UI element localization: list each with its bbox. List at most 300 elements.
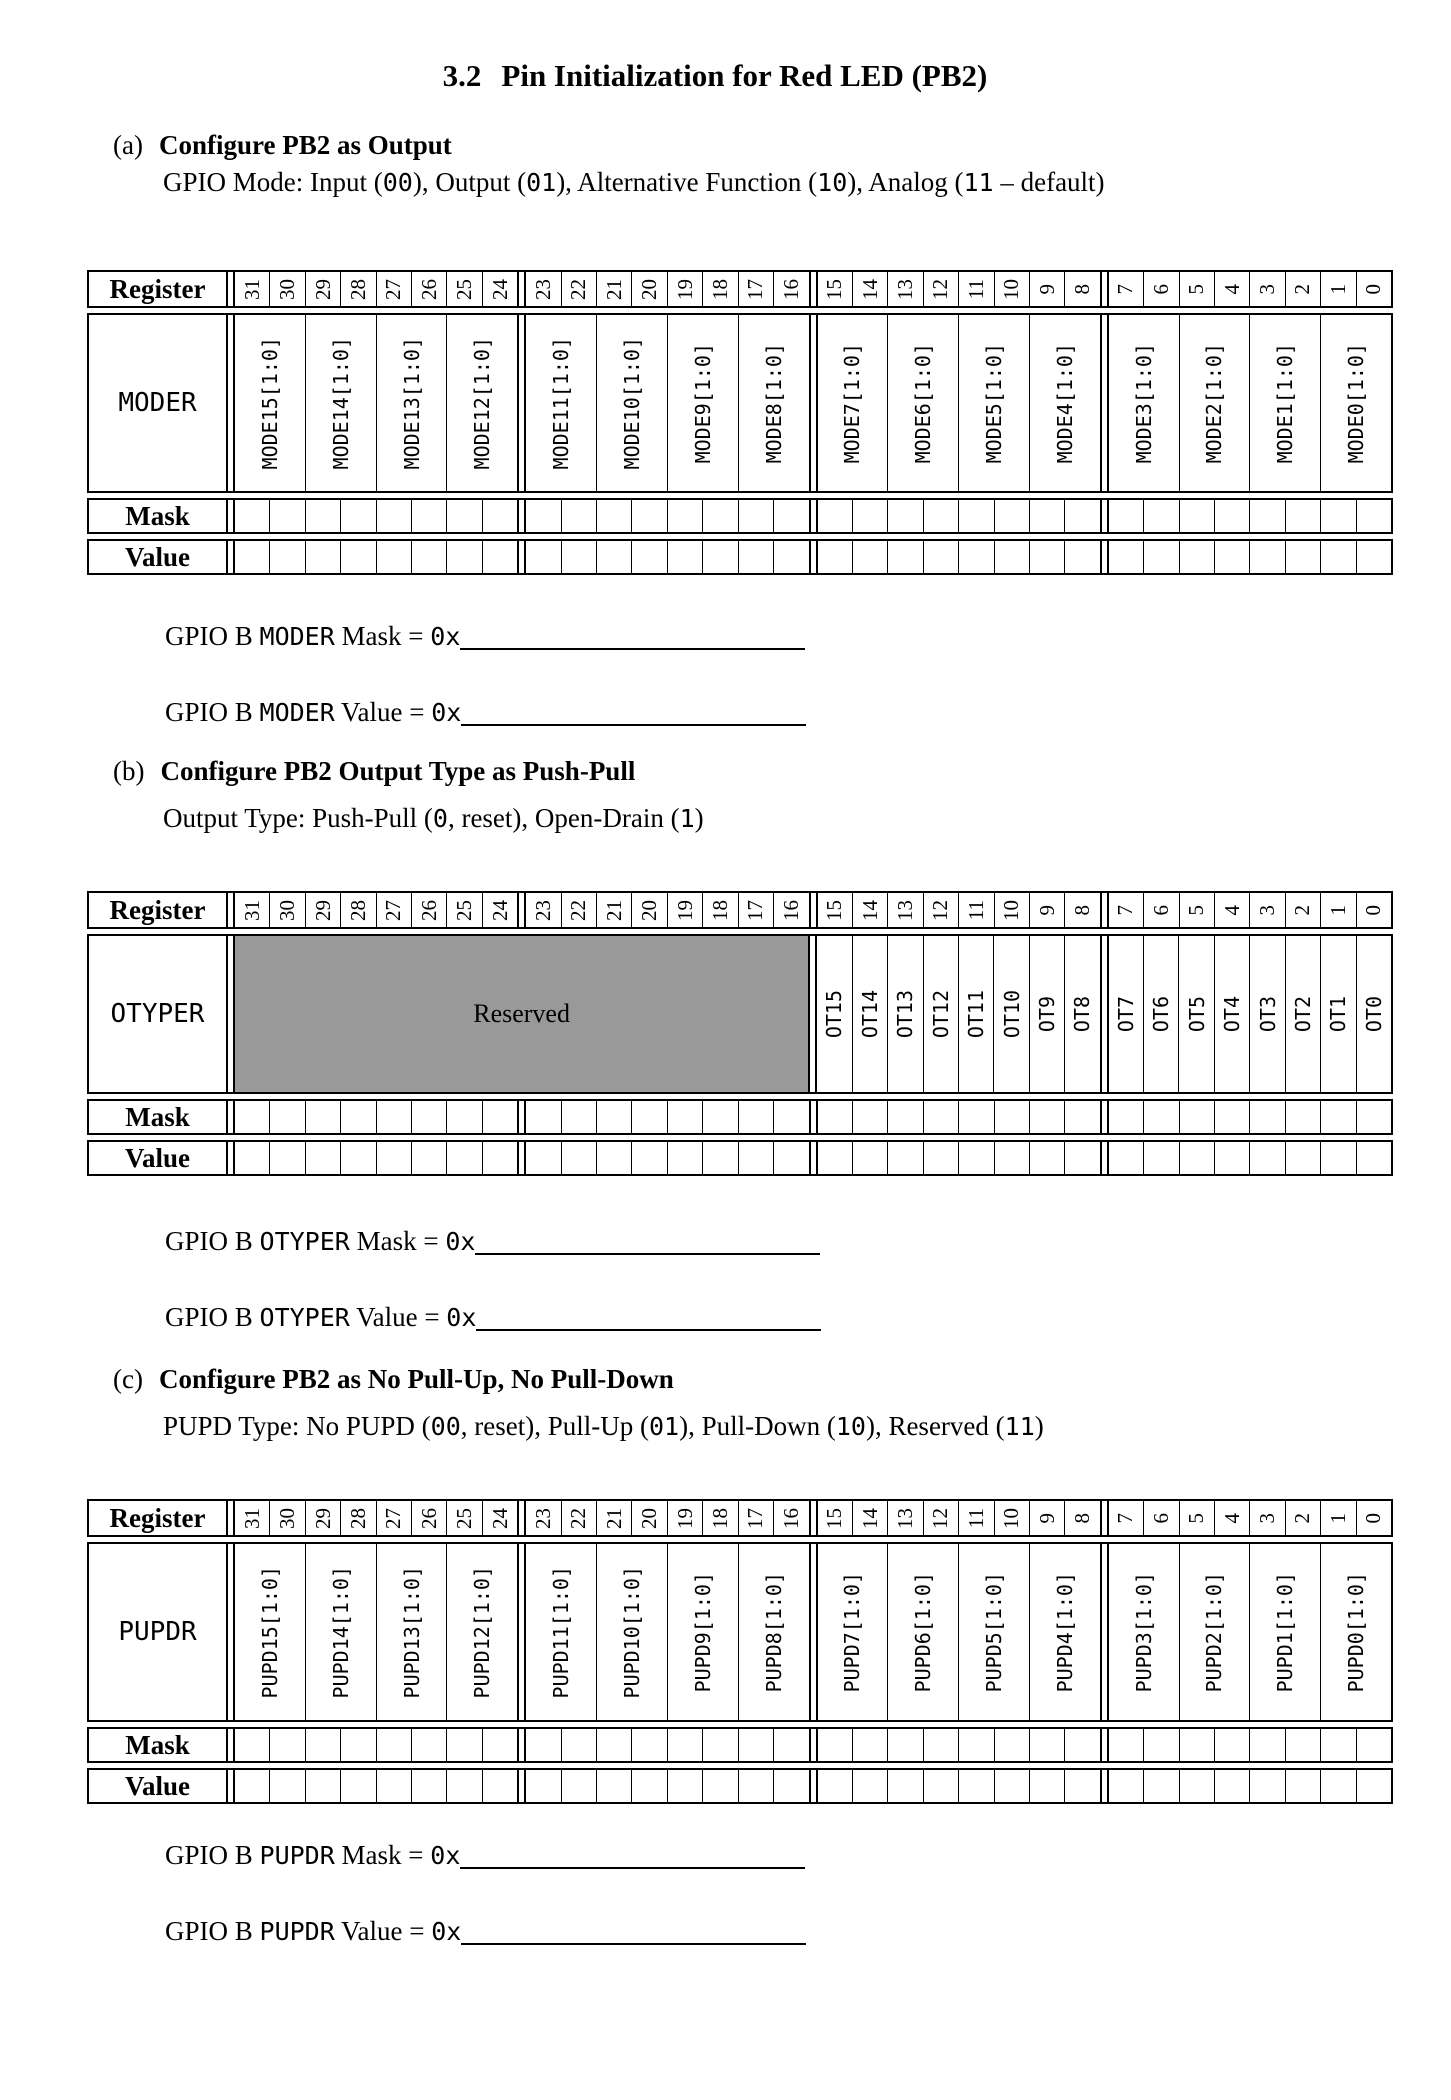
bit-number-cell (1320, 893, 1355, 927)
bit-number-cell (1249, 1501, 1284, 1535)
answer-line-pupdr-value (165, 1915, 1343, 1948)
bit-input-cell (411, 1729, 446, 1761)
field-cell (1064, 936, 1099, 1092)
bit-input-cell (1064, 1770, 1099, 1802)
field-label: OT6 (1149, 995, 1174, 1033)
bit-input-cell (482, 500, 517, 532)
field-label: OT10 (999, 989, 1024, 1039)
bit-input-cell (305, 541, 340, 573)
bit-number-cell (235, 893, 269, 927)
bit-input-cell (376, 500, 411, 532)
field-cell (1356, 936, 1391, 1092)
field-cell (887, 1544, 958, 1720)
bit-input-cell (994, 1729, 1029, 1761)
bit-input-cell (340, 500, 375, 532)
bit-input-cell (818, 500, 852, 532)
section-subtitle (163, 1409, 1343, 1444)
field-cell (1179, 315, 1250, 491)
bit-number: 20 (637, 899, 662, 921)
bit-input-cell (340, 1770, 375, 1802)
bit-input-cell (340, 1142, 375, 1174)
field-cell (446, 315, 517, 491)
field-cell (596, 1544, 667, 1720)
field-label: PUPD13[1:0] (399, 1565, 424, 1699)
bit-number: 3 (1255, 904, 1280, 916)
bit-number: 25 (452, 278, 477, 300)
field-cell (596, 315, 667, 491)
bit-input-cell (305, 1729, 340, 1761)
bit-input-cell (526, 1142, 560, 1174)
bit-input-cell (702, 1142, 737, 1174)
bit-input-cell (852, 1101, 887, 1133)
bit-number: 0 (1361, 904, 1386, 916)
bit-input-cell (1214, 1142, 1249, 1174)
bit-input-cell (561, 1729, 596, 1761)
bit-group (524, 1501, 810, 1535)
value-row-label: Value (124, 1142, 191, 1173)
bit-input-cell (1285, 1101, 1320, 1133)
bit-number-cell (446, 272, 481, 306)
bit-number: 15 (822, 1507, 847, 1529)
bit-number: 5 (1184, 1512, 1209, 1524)
bit-number: 13 (893, 278, 918, 300)
bit-number: 20 (637, 278, 662, 300)
mask-row-label: Mask (125, 1729, 190, 1760)
bit-number: 0 (1361, 1512, 1386, 1524)
bit-number-cell (923, 272, 958, 306)
field-cell (667, 1544, 738, 1720)
bit-group (1107, 541, 1393, 573)
bit-number-cell (1064, 893, 1099, 927)
answer-line-otyper-value (165, 1301, 1343, 1334)
bit-number: 16 (778, 1507, 803, 1529)
bit-number-cell (1320, 272, 1355, 306)
bit-input-cell (596, 500, 631, 532)
bit-group (1107, 893, 1393, 927)
bit-input-cell (1356, 1729, 1391, 1761)
bit-input-cell (305, 1142, 340, 1174)
bit-number: 16 (778, 899, 803, 921)
field-cell (993, 936, 1028, 1092)
bit-number: 27 (381, 278, 406, 300)
page-title (87, 56, 1343, 96)
value-row-label-cell (87, 1770, 228, 1802)
bit-number: 7 (1113, 904, 1138, 916)
field-label: PUPD7[1:0] (840, 1571, 865, 1693)
bit-input-cell (994, 1101, 1029, 1133)
bit-group (816, 315, 1102, 491)
bit-group (233, 541, 519, 573)
bit-number-cell (269, 893, 304, 927)
bit-number: 22 (566, 278, 591, 300)
value-row-label: Value (124, 541, 191, 572)
bit-number: 11 (963, 1507, 988, 1529)
field-cell (235, 1544, 305, 1720)
bit-number-cell (411, 272, 446, 306)
answer-line-segment: MODER (259, 622, 335, 651)
register-column-header (87, 272, 228, 306)
answer-line-segment: Mask = (334, 1840, 431, 1870)
answer-line-segment: 0x (431, 1917, 462, 1946)
bit-number: 23 (530, 899, 555, 921)
bit-number-cell (631, 893, 666, 927)
bit-input-cell (773, 1729, 808, 1761)
bit-number: 10 (999, 278, 1024, 300)
bit-group (1107, 1142, 1393, 1174)
bit-input-cell (1029, 1770, 1064, 1802)
field-cell (738, 1544, 809, 1720)
field-cell (738, 315, 809, 491)
bit-input-cell (411, 1770, 446, 1802)
register-fields-row (87, 934, 1393, 1094)
bit-input-cell (1249, 1101, 1284, 1133)
bit-input-cell (958, 1142, 993, 1174)
field-label: PUPD10[1:0] (619, 1565, 644, 1699)
bit-input-cell (852, 1729, 887, 1761)
bit-input-cell (376, 1142, 411, 1174)
bit-number-cell (526, 893, 560, 927)
bit-input-cell (1179, 1729, 1214, 1761)
answer-line-moder-value (165, 696, 1343, 729)
answer-line-moder-mask (165, 620, 1343, 653)
field-cell (1320, 936, 1355, 1092)
bit-number-cell (1249, 893, 1284, 927)
bit-number: 18 (707, 278, 732, 300)
register-column-header-label: Register (109, 894, 206, 925)
bit-input-cell (738, 1101, 773, 1133)
bit-number-cell (1109, 1501, 1143, 1535)
subtitle-segment: ), Reserved ( (865, 1411, 1005, 1441)
bit-input-cell (887, 500, 922, 532)
bit-input-cell (738, 1770, 773, 1802)
bit-number-cell (994, 893, 1029, 927)
bit-number-cell (340, 893, 375, 927)
bit-number-cell (1143, 1501, 1178, 1535)
section-a (87, 128, 1386, 729)
bit-input-cell (269, 541, 304, 573)
reserved-field (233, 936, 810, 1092)
field-cell (887, 936, 922, 1092)
bit-number: 9 (1034, 1512, 1059, 1524)
section-b (87, 754, 1386, 1334)
bit-number: 10 (999, 899, 1024, 921)
bit-input-cell (411, 1101, 446, 1133)
bit-number: 26 (416, 899, 441, 921)
bit-input-cell (887, 541, 922, 573)
bit-input-cell (1064, 1729, 1099, 1761)
blank-answer-field (461, 706, 806, 726)
mask-row-label-cell (87, 1101, 228, 1133)
bit-number-cell (305, 1501, 340, 1535)
bit-number: 29 (310, 899, 335, 921)
answer-line-segment: GPIO B (165, 1302, 260, 1332)
bit-number: 23 (530, 1507, 555, 1529)
field-label: MODE12[1:0] (470, 336, 495, 470)
bit-number: 30 (275, 899, 300, 921)
field-cell (1249, 315, 1320, 491)
bit-number: 8 (1070, 1512, 1095, 1524)
field-label: PUPD0[1:0] (1344, 1571, 1369, 1693)
subtitle-segment: 11 (963, 168, 994, 197)
bit-number-cell (1320, 1501, 1355, 1535)
mask-row-label-cell (87, 500, 228, 532)
bit-number: 17 (743, 1507, 768, 1529)
subtitle-segment: 00 (430, 1412, 461, 1441)
bit-number: 8 (1070, 904, 1095, 916)
field-cell (235, 315, 305, 491)
bit-number: 4 (1219, 1512, 1244, 1524)
bit-number-cell (269, 272, 304, 306)
answer-line-pupdr-mask (165, 1839, 1343, 1872)
bit-input-cell (702, 1729, 737, 1761)
bit-number-cell (1214, 1501, 1249, 1535)
answer-line-segment: Mask = (349, 1226, 446, 1256)
bit-group (524, 315, 810, 491)
field-label: OT1 (1326, 995, 1351, 1033)
bit-input-cell (482, 1770, 517, 1802)
bit-number-cell (702, 1501, 737, 1535)
bit-number: 6 (1148, 904, 1173, 916)
bit-number-cell (305, 893, 340, 927)
table-value-row (87, 1140, 1393, 1176)
bit-number: 5 (1184, 283, 1209, 295)
bit-input-cell (526, 1729, 560, 1761)
field-label: OT5 (1184, 995, 1209, 1033)
bit-number-cell (446, 893, 481, 927)
bit-input-cell (994, 1142, 1029, 1174)
field-cell (446, 1544, 517, 1720)
bit-number-cell (596, 1501, 631, 1535)
bit-input-cell (1109, 1142, 1143, 1174)
bit-input-cell (1143, 541, 1178, 573)
document-page (87, 56, 1386, 1948)
bit-number: 3 (1255, 1512, 1280, 1524)
bit-input-cell (773, 500, 808, 532)
subtitle-segment: ) (1034, 1411, 1044, 1441)
bit-input-cell (235, 1142, 269, 1174)
bit-number-cell (852, 272, 887, 306)
field-cell (305, 315, 376, 491)
bit-input-cell (1320, 500, 1355, 532)
field-label: OT11 (964, 989, 989, 1039)
subtitle-segment: 01 (648, 1412, 680, 1441)
table-mask-row (87, 498, 1393, 534)
value-row-label-cell (87, 541, 228, 573)
bit-input-cell (667, 541, 702, 573)
subtitle-segment: – default) (993, 167, 1105, 197)
bit-input-cell (411, 500, 446, 532)
bit-input-cell (1064, 500, 1099, 532)
bit-input-cell (1356, 1101, 1391, 1133)
register-name-cell (87, 315, 228, 491)
bit-number: 27 (381, 899, 406, 921)
field-cell (305, 1544, 376, 1720)
register-diagram-moder (87, 270, 1393, 575)
subtitle-segment: 01 (526, 168, 557, 197)
mask-row-label: Mask (125, 1101, 190, 1132)
answer-line-segment: GPIO B (165, 1226, 260, 1256)
bit-input-cell (923, 1770, 958, 1802)
bit-number-cell (561, 272, 596, 306)
bit-group (1107, 1101, 1393, 1133)
bit-group (816, 500, 1102, 532)
bit-input-cell (1064, 1101, 1099, 1133)
bit-number-cell (923, 1501, 958, 1535)
bit-input-cell (1109, 541, 1143, 573)
register-name: OTYPER (110, 999, 205, 1029)
field-label: MODE9[1:0] (690, 342, 715, 464)
bit-input-cell (340, 1101, 375, 1133)
bit-input-cell (446, 1729, 481, 1761)
bit-number-cell (887, 893, 922, 927)
register-fields-row (87, 313, 1393, 493)
bit-input-cell (631, 1142, 666, 1174)
subtitle-segment: , reset), Pull-Up ( (460, 1411, 649, 1441)
section-heading-text: Configure PB2 as No Pull-Up, No Pull-Down (158, 1364, 674, 1394)
bit-group (816, 1770, 1102, 1802)
bit-input-cell (773, 1142, 808, 1174)
reserved-label: Reserved (473, 999, 570, 1028)
bit-input-cell (1143, 1101, 1178, 1133)
field-label: OT8 (1070, 995, 1095, 1033)
bit-input-cell (994, 541, 1029, 573)
bit-number-cell (1109, 272, 1143, 306)
bit-number-cell (340, 272, 375, 306)
bit-number: 1 (1325, 1512, 1350, 1524)
answer-line-segment: GPIO B (165, 1916, 260, 1946)
bit-input-cell (1285, 500, 1320, 532)
bit-input-cell (269, 1729, 304, 1761)
bit-number-cell (1214, 272, 1249, 306)
bit-input-cell (526, 500, 560, 532)
field-cell (1178, 936, 1213, 1092)
bit-number-cell (1143, 272, 1178, 306)
bit-group (524, 272, 810, 306)
bit-input-cell (526, 541, 560, 573)
field-cell (1179, 1544, 1250, 1720)
section-heading (87, 1362, 1343, 1396)
bit-number: 14 (857, 278, 882, 300)
bit-number: 31 (239, 278, 264, 300)
bit-input-cell (1109, 500, 1143, 532)
bit-number: 17 (743, 278, 768, 300)
bit-group (1107, 1729, 1393, 1761)
table-value-row (87, 1768, 1393, 1804)
bit-group (524, 1770, 810, 1802)
bit-input-cell (1320, 1142, 1355, 1174)
bit-group (524, 1729, 810, 1761)
field-label: MODE8[1:0] (761, 342, 786, 464)
bit-input-cell (269, 500, 304, 532)
bit-group (1107, 1770, 1393, 1802)
subtitle-segment: 11 (1004, 1412, 1035, 1441)
bit-input-cell (631, 1101, 666, 1133)
register-name-cell (87, 1544, 228, 1720)
bit-input-cell (1356, 500, 1391, 532)
field-label: OT15 (822, 989, 847, 1039)
bit-number-cell (446, 1501, 481, 1535)
field-label: MODE6[1:0] (911, 342, 936, 464)
subtitle-segment: ) (694, 803, 704, 833)
bit-number-cell (994, 272, 1029, 306)
bit-input-cell (235, 1729, 269, 1761)
bit-group (524, 500, 810, 532)
bit-input-cell (1214, 1770, 1249, 1802)
field-cell (376, 315, 447, 491)
field-label: PUPD15[1:0] (257, 1565, 282, 1699)
bit-number-cell (235, 272, 269, 306)
bit-number: 14 (857, 1507, 882, 1529)
bit-input-cell (235, 1770, 269, 1802)
bit-input-cell (923, 500, 958, 532)
bit-input-cell (596, 1729, 631, 1761)
bit-number-cell (667, 1501, 702, 1535)
section-heading (87, 754, 1343, 788)
bit-input-cell (818, 1142, 852, 1174)
bit-input-cell (887, 1770, 922, 1802)
bit-input-cell (1214, 500, 1249, 532)
bit-number: 2 (1290, 283, 1315, 295)
bit-number: 10 (999, 1507, 1024, 1529)
bit-input-cell (596, 1101, 631, 1133)
bit-input-cell (631, 1729, 666, 1761)
bit-number: 22 (566, 1507, 591, 1529)
bit-number-cell (596, 893, 631, 927)
bit-group (1107, 500, 1393, 532)
field-cell (1109, 1544, 1179, 1720)
bit-number: 21 (601, 899, 626, 921)
register-name: MODER (118, 388, 197, 418)
field-label: OT2 (1290, 995, 1315, 1033)
bit-input-cell (376, 1101, 411, 1133)
bit-group (233, 315, 519, 491)
bit-input-cell (773, 1770, 808, 1802)
field-label: OT0 (1361, 995, 1386, 1033)
field-cell (958, 1544, 1029, 1720)
bit-input-cell (1320, 541, 1355, 573)
bit-number-cell (1179, 893, 1214, 927)
bit-input-cell (1285, 1770, 1320, 1802)
table-mask-row (87, 1727, 1393, 1763)
bit-input-cell (1143, 1142, 1178, 1174)
bit-input-cell (305, 1770, 340, 1802)
field-cell (667, 315, 738, 491)
bit-number-cell (1356, 272, 1391, 306)
bit-input-cell (852, 1142, 887, 1174)
field-label: OT12 (928, 989, 953, 1039)
field-cell (376, 1544, 447, 1720)
bit-input-cell (818, 1770, 852, 1802)
field-cell (817, 936, 851, 1092)
bit-group (524, 1544, 810, 1720)
bit-input-cell (887, 1101, 922, 1133)
subtitle-segment: 00 (382, 168, 413, 197)
bit-number: 28 (345, 278, 370, 300)
bit-number-cell (818, 1501, 852, 1535)
bit-group (233, 500, 519, 532)
bit-input-cell (1029, 1101, 1064, 1133)
field-label: PUPD5[1:0] (982, 1571, 1007, 1693)
bit-input-cell (1064, 1142, 1099, 1174)
bit-input-cell (596, 1142, 631, 1174)
bit-number: 15 (822, 278, 847, 300)
answer-line-segment: GPIO B (165, 621, 260, 651)
bit-input-cell (1179, 500, 1214, 532)
bit-group (233, 1544, 519, 1720)
bit-number-cell (773, 1501, 808, 1535)
answer-line-segment: OTYPER (259, 1303, 350, 1332)
bit-input-cell (446, 500, 481, 532)
